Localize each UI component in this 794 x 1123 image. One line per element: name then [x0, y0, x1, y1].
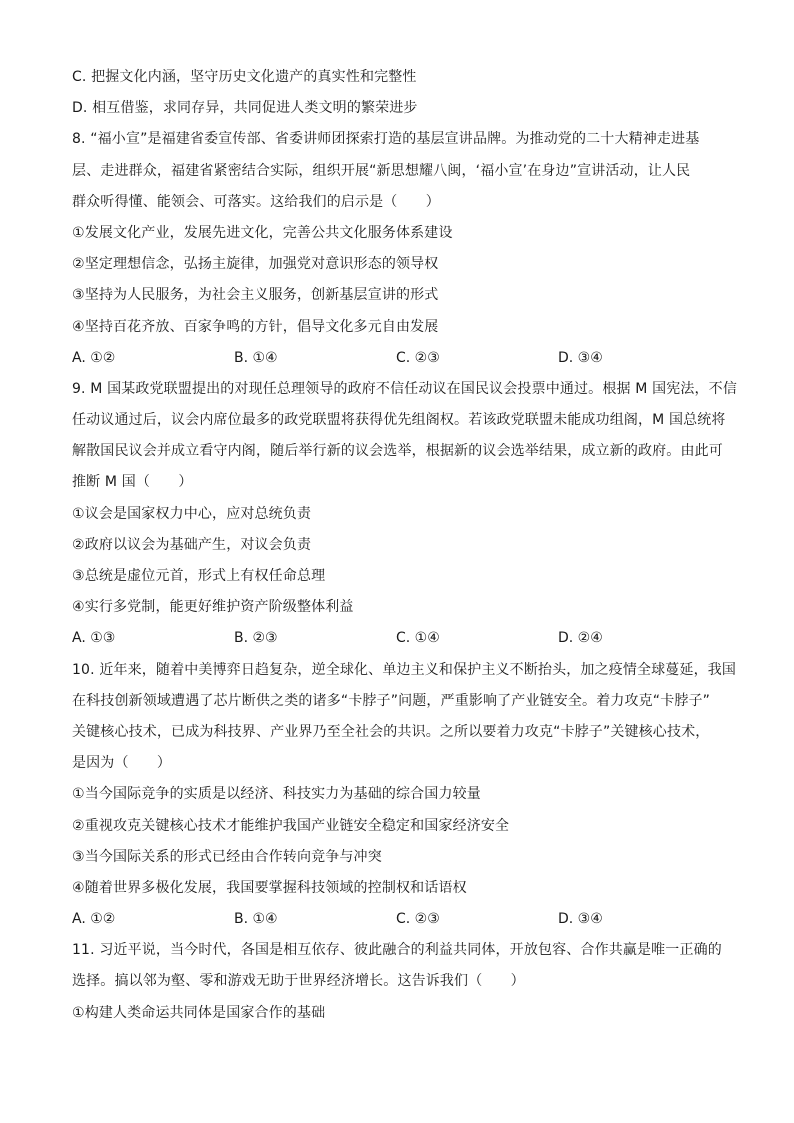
answer-choices — [72, 904, 722, 935]
question-11 — [72, 935, 722, 1029]
lead-options — [72, 62, 722, 124]
question-9 — [72, 374, 737, 655]
question-stem-line: 关键核心技术，已成为科技界、产业界乃至全社会的共识。之所以要着力攻克“卡脖子”关键核心技术， — [72, 723, 710, 740]
statement-1: ①当今国际竞争的实质是以经济、科技实力为基础的综合国力较量 — [72, 786, 481, 803]
statement-1: ①构建人类命运共同体是国家合作的基础 — [72, 1004, 326, 1021]
choice-a: A. ①③ — [72, 630, 116, 647]
question-stem-line: 是因为（ ） — [72, 755, 172, 772]
statement-4: ④坚持百花齐放、百家争鸣的方针，倡导文化多元自由发展 — [72, 318, 439, 335]
question-10 — [72, 655, 737, 936]
question-stem-line: 解散国民议会并成立看守内阁，随后举行新的议会选举，根据新的议会选举结果，成立新的政府。由此可 — [72, 443, 723, 460]
statement-1: ①发展文化产业，发展先进文化，完善公共文化服务体系建设 — [72, 224, 453, 241]
statement-4: ④随着世界多极化发展，我国要掌握科技领域的控制权和话语权 — [72, 879, 467, 896]
answer-choices — [72, 343, 722, 374]
answer-choices — [72, 623, 722, 654]
option-c-line: C. 把握文化内涵，坚守历史文化遗产的真实性和完整性 — [72, 69, 417, 85]
choice-c: C. ②③ — [396, 349, 440, 366]
statement-3: ③当今国际关系的形式已经由合作转向竞争与冲突 — [72, 848, 382, 865]
choice-b: B. ②③ — [234, 630, 278, 647]
statement-4: ④实行多党制，能更好维护资产阶级整体利益 — [72, 599, 354, 616]
statement-2: ②政府以议会为基础产生，对议会负责 — [72, 536, 312, 553]
question-stem-line: 10. 近年来，随着中美博弈日趋复杂，逆全球化、单边主义和保护主义不断抬头，加之疫情全球蔓延，我国 — [72, 661, 737, 678]
question-stem-line: 8. “福小宣”是福建省委宣传部、省委讲师团探索打造的基层宣讲品牌。为推动党的二十大精神走进基 — [72, 131, 700, 148]
statement-2: ②重视攻克关键核心技术才能维护我国产业链安全稳定和国家经济安全 — [72, 817, 510, 834]
choice-c: C. ①④ — [396, 630, 440, 647]
question-stem-line: 层、走进群众，福建省紧密结合实际，组织开展“新思想耀八闽，‘福小宣’在身边”宣讲活动，让人民 — [72, 162, 691, 179]
choice-a: A. ①② — [72, 349, 116, 366]
choice-b: B. ①④ — [234, 911, 278, 928]
statement-2: ②坚定理想信念，弘扬主旋律，加强党对意识形态的领导权 — [72, 256, 439, 273]
choice-d: D. ③④ — [558, 911, 603, 928]
question-stem-line: 群众听得懂、能领会、可落实。这给我们的启示是（ ） — [72, 193, 440, 210]
question-stem-line: 11. 习近平说，当今时代，各国是相互依存、彼此融合的利益共同体，开放包容、合作共赢是唯一正确的 — [72, 942, 722, 959]
question-stem-line: 选择。搞以邻为壑、零和游戏无助于世界经济增长。这告诉我们（ ） — [72, 973, 525, 990]
choice-d: D. ③④ — [558, 349, 603, 366]
choice-c: C. ②③ — [396, 911, 440, 928]
choice-a: A. ①② — [72, 911, 116, 928]
question-stem-line: 推断 M 国（ ） — [72, 474, 193, 491]
statement-3: ③坚持为人民服务，为社会主义服务，创新基层宣讲的形式 — [72, 287, 439, 304]
question-stem-line: 9. M 国某政党联盟提出的对现任总理领导的政府不信任动议在国民议会投票中通过。根据 M 国宪法，不信 — [72, 380, 737, 397]
question-8 — [72, 124, 722, 374]
option-d-line: D. 相互借鉴，求同存异，共同促进人类文明的繁荣进步 — [72, 100, 418, 117]
exam-page — [72, 62, 737, 1029]
statement-1: ①议会是国家权力中心，应对总统负责 — [72, 505, 312, 522]
question-stem-line: 任动议通过后，议会内席位最多的政党联盟将获得优先组阁权。若该政党联盟未能成功组阁，M 国总统将 — [72, 412, 726, 429]
statement-3: ③总统是虚位元首，形式上有权任命总理 — [72, 568, 326, 584]
choice-b: B. ①④ — [234, 349, 278, 366]
choice-d: D. ②④ — [558, 630, 603, 647]
question-stem-line: 在科技创新领域遭遇了芯片断供之类的诸多“卡脖子”问题，严重影响了产业链安全。着力攻克“卡脖子” — [72, 692, 711, 709]
